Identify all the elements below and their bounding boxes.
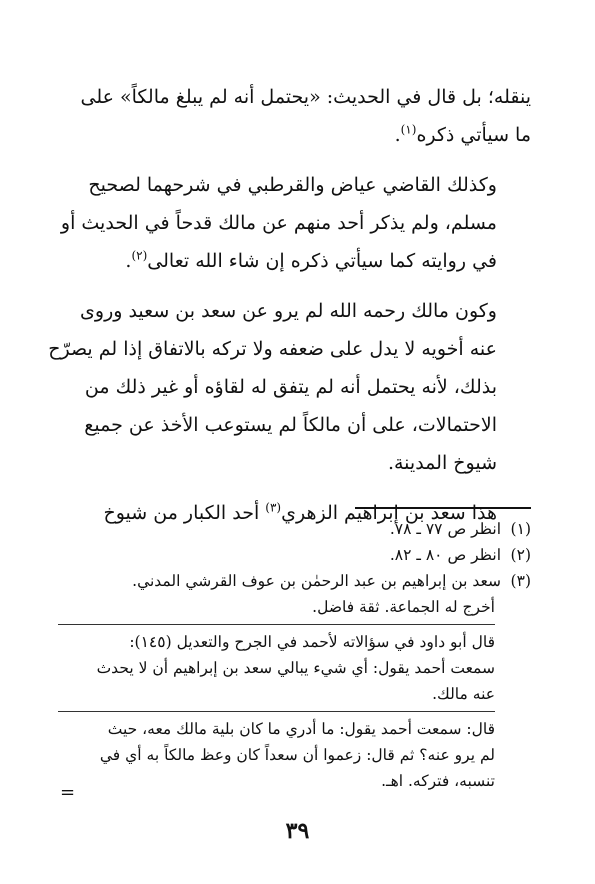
footnote-line: تنسبه، فتركه. اهـ. <box>381 772 495 790</box>
text-line: وكذلك القاضي عياض والقرطبي في شرحهما لصحيح <box>88 174 497 196</box>
text-line: مسلم، ولم يذكر أحد منهم عن مالك قدحاً في الحديث أو <box>60 212 497 234</box>
footnote-number: (٣) <box>510 572 531 590</box>
footnote-ref-1: (١) <box>400 122 417 137</box>
footnote-text: انظر ص ٨٠ ـ ٨٢. <box>389 546 501 564</box>
footnote-line: قال: سمعت أحمد يقول: ما أدري ما كان بلية مالك معه، حيث <box>107 720 495 738</box>
footnote-number: (١) <box>510 520 531 538</box>
text-line: وكون مالك رحمه الله لم يرو عن سعد بن سعيد وروى <box>80 300 497 322</box>
text-line: ينقله؛ بل قال في الحديث: «يحتمل أنه لم يبلغ مالكاً» على <box>80 86 531 108</box>
footnote-line: لم يرو عنه؟ ثم قال: زعموا أن سعداً كان وعظ مالكاً به أي في <box>99 746 495 764</box>
paragraph-3 <box>48 292 531 482</box>
text-line: شيوخ المدينة. <box>387 452 497 474</box>
footnote-divider <box>355 507 531 509</box>
text-line: بذلك، لأنه يحتمل أنه لم يتفق له لقاؤه أو غير ذلك من <box>84 376 497 398</box>
footnote-1 <box>58 516 531 542</box>
text-line: في روايته كما سيأتي ذكره إن شاء الله تعالى$^{(٢)}$. <box>125 248 497 272</box>
footnote-text: سعد بن إبراهيم بن عبد الرحمٰن بن عوف القرشي المدني. <box>132 572 501 590</box>
page-number: ٣٩ <box>285 818 310 844</box>
text-line: الاحتمالات، على أن مالكاً لم يستوعب الأخذ عن جميع <box>84 414 497 436</box>
text-line-part: أحد الكبار من شيوخ <box>103 502 266 524</box>
footnote-line: قال أبو داود في سؤالاته لأحمد في الجرح والتعديل (١٤٥): <box>129 633 495 651</box>
text-line: عنه أخويه لا يدل على ضعفه ولا تركه بالاتفاق إذا لم يصرّح <box>48 338 497 360</box>
footnote-line: سمعت أحمد يقول: أي شيء يبالي سعد بن إبراهيم أن لا يحدث <box>96 659 495 677</box>
main-text <box>48 78 531 544</box>
text-line-part: ما سيأتي ذكره <box>416 124 531 146</box>
footnote-ref-2: (٢) <box>131 248 148 263</box>
footnote-separator <box>58 624 495 625</box>
footnote-text: انظر ص ٧٧ ـ ٧٨. <box>389 520 501 538</box>
footnote-ref-3: (٣) <box>265 500 282 515</box>
footnote-number: (٢) <box>510 546 531 564</box>
text-line-part: هذا سعد بن إبراهيم الزهري <box>281 502 497 524</box>
footnote-3 <box>58 568 531 594</box>
continuation-mark: = <box>60 782 76 803</box>
footnote-separator <box>58 711 495 712</box>
paragraph-2 <box>58 166 531 280</box>
paragraph-1 <box>58 78 531 154</box>
footnote-2 <box>58 542 531 568</box>
text-line: ما سيأتي ذكره$^{(١)}$. <box>394 122 531 146</box>
footnotes <box>58 516 531 794</box>
text-line-part: في روايته كما سيأتي ذكره إن شاء الله تعالى <box>147 250 497 272</box>
footnote-line: أخرج له الجماعة. ثقة فاضل. <box>312 598 495 616</box>
footnote-line: عنه مالك. <box>432 685 495 703</box>
